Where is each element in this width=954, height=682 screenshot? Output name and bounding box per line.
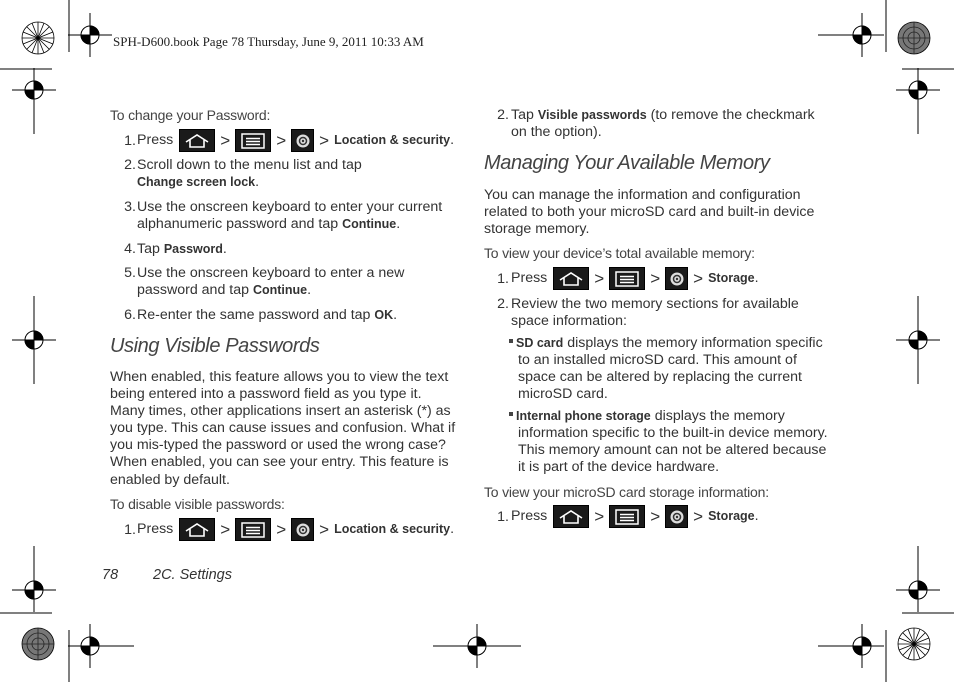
period: . bbox=[307, 282, 312, 299]
paragraph-line: you mis-typed the password or used the wrong case? bbox=[110, 437, 446, 454]
bullet-line: to an installed microSD card. This amount of bbox=[518, 352, 797, 369]
arrow-separator: > bbox=[650, 506, 661, 526]
paragraph-line: enabled by default. bbox=[110, 471, 230, 488]
menu-key-icon bbox=[609, 505, 645, 528]
paragraph-visible-passwords bbox=[110, 369, 470, 489]
step-text: Tap bbox=[511, 107, 534, 123]
bullet-marker bbox=[509, 339, 513, 343]
step-text: Scroll down to the menu list and tap bbox=[137, 157, 362, 173]
step-number: 2. bbox=[124, 157, 136, 173]
step-text-rest: (to remove the checkmark bbox=[650, 107, 815, 123]
paragraph-line: related to both your microSD card and built-in device bbox=[484, 204, 815, 221]
step-number: 1. bbox=[497, 509, 509, 525]
step-number: 6. bbox=[124, 307, 136, 323]
paragraph-line: being entered into a password field as you type it. bbox=[110, 386, 422, 403]
arrow-separator: > bbox=[594, 268, 605, 288]
settings-icon bbox=[665, 267, 688, 290]
period: . bbox=[396, 216, 401, 233]
paragraph-line: storage memory. bbox=[484, 221, 590, 238]
bullet-text: displays the memory bbox=[654, 408, 785, 424]
step-4-tap-password bbox=[118, 241, 468, 258]
arrow-separator: > bbox=[276, 130, 287, 150]
step-1-press-storage-sd bbox=[491, 505, 841, 529]
step-text: Re-enter the same password and tap bbox=[137, 307, 371, 323]
settings-icon bbox=[665, 505, 688, 528]
continue-label: Continue bbox=[252, 283, 308, 298]
internal-phone-storage-label: Internal phone storage bbox=[516, 409, 651, 423]
step-text-line1: Use the onscreen keyboard to enter a new bbox=[137, 265, 405, 281]
paragraph-line: When enabled, this feature allows you to view the text bbox=[110, 369, 449, 385]
step-number: 1. bbox=[124, 522, 136, 538]
step-number: 2. bbox=[497, 296, 509, 312]
menu-key-icon bbox=[609, 267, 645, 290]
home-key-icon bbox=[179, 518, 215, 541]
password-label: Password bbox=[163, 242, 223, 256]
ok-label: OK bbox=[374, 308, 394, 322]
bullet-sd-card bbox=[509, 335, 849, 403]
arrow-separator: > bbox=[276, 519, 287, 539]
bullet-line: it is part of the device hardware. bbox=[518, 459, 720, 476]
change-screen-lock-label: Change screen lock bbox=[137, 175, 256, 190]
step-2-review bbox=[491, 296, 841, 330]
arrow-separator: > bbox=[319, 519, 330, 539]
sd-card-label: SD card bbox=[516, 336, 564, 350]
section-name: 2C. Settings bbox=[153, 567, 232, 583]
step-number: 1. bbox=[497, 271, 509, 287]
paragraph-line: When enabled, you can see your entry. This feature is bbox=[110, 454, 449, 471]
step-number: 1. bbox=[124, 133, 136, 149]
bullet-marker bbox=[509, 412, 513, 416]
step-1-press-storage bbox=[491, 267, 841, 291]
bullet-line: information specific to the built-in device memory. bbox=[518, 425, 828, 442]
step-1-press-disable bbox=[118, 518, 468, 542]
bullet-internal-storage bbox=[509, 408, 849, 476]
step-text-line1: Use the onscreen keyboard to enter your current bbox=[137, 199, 443, 215]
step-text: Tap bbox=[137, 241, 160, 257]
press-label: Press bbox=[511, 507, 548, 524]
period: . bbox=[255, 174, 260, 191]
print-header: SPH-D600.book Page 78 Thursday, June 9, 2011 10:33 AM bbox=[113, 34, 424, 49]
period: . bbox=[754, 507, 759, 524]
step-number: 4. bbox=[124, 241, 136, 257]
arrow-separator: > bbox=[220, 130, 231, 150]
home-key-icon bbox=[553, 505, 589, 528]
period: . bbox=[754, 269, 759, 286]
bullet-text: displays the memory information specific bbox=[567, 335, 823, 351]
step-number: 2. bbox=[497, 107, 509, 123]
period: . bbox=[393, 307, 398, 323]
intro-disable-visible: To disable visible passwords: bbox=[110, 496, 285, 512]
menu-key-icon bbox=[235, 518, 271, 541]
bullet-line: This memory amount can not be altered because bbox=[518, 442, 827, 459]
step-5-enter-new bbox=[118, 265, 468, 299]
period: . bbox=[450, 131, 455, 148]
step-text-line2: alphanumeric password and tap bbox=[137, 216, 339, 233]
press-label: Press bbox=[137, 520, 174, 537]
location-security-label: Location & security bbox=[334, 132, 451, 147]
continue-label: Continue bbox=[342, 217, 397, 232]
press-label: Press bbox=[137, 131, 174, 148]
press-label: Press bbox=[511, 269, 548, 286]
intro-total-memory: To view your device’s total available memory: bbox=[484, 245, 755, 261]
period: . bbox=[450, 520, 455, 537]
step-2-scroll bbox=[118, 157, 468, 191]
storage-label: Storage bbox=[708, 270, 755, 285]
arrow-separator: > bbox=[650, 268, 661, 288]
step-3-enter-current bbox=[118, 199, 468, 233]
heading-using-visible-passwords: Using Visible Passwords bbox=[110, 335, 320, 357]
step-number: 3. bbox=[124, 199, 136, 215]
step-text-line2: password and tap bbox=[137, 282, 249, 299]
arrow-separator: > bbox=[220, 519, 231, 539]
menu-key-icon bbox=[235, 129, 271, 152]
paragraph-line: You can manage the information and configuration bbox=[484, 187, 801, 203]
period: . bbox=[222, 241, 227, 257]
intro-change-password: To change your Password: bbox=[110, 107, 271, 123]
arrow-separator: > bbox=[693, 506, 704, 526]
storage-label: Storage bbox=[708, 508, 755, 523]
step-6-reenter bbox=[118, 307, 468, 324]
step-text-line2: space information: bbox=[511, 313, 627, 330]
step-text-line1: Review the two memory sections for available bbox=[511, 296, 799, 312]
intro-sd-storage: To view your microSD card storage information: bbox=[484, 484, 769, 500]
visible-passwords-label: Visible passwords bbox=[537, 108, 647, 122]
home-key-icon bbox=[553, 267, 589, 290]
paragraph-memory bbox=[484, 187, 844, 238]
bullet-line: microSD card. bbox=[518, 386, 608, 403]
arrow-separator: > bbox=[319, 130, 330, 150]
bullet-line: space can be altered by replacing the current bbox=[518, 369, 802, 386]
settings-icon bbox=[291, 518, 314, 541]
settings-icon bbox=[291, 129, 314, 152]
step-text-line2: on the option). bbox=[511, 124, 602, 141]
step-2-tap-visible-passwords bbox=[491, 107, 841, 141]
step-number: 5. bbox=[124, 265, 136, 281]
arrow-separator: > bbox=[594, 506, 605, 526]
arrow-separator: > bbox=[693, 268, 704, 288]
heading-managing-memory: Managing Your Available Memory bbox=[484, 152, 770, 174]
step-1-press bbox=[118, 129, 468, 153]
paragraph-line: Many times, other applications insert an asterisk (*) as bbox=[110, 403, 451, 420]
location-security-label: Location & security bbox=[334, 521, 451, 536]
page-number: 78 bbox=[102, 567, 119, 583]
home-key-icon bbox=[179, 129, 215, 152]
paragraph-line: you type. This can cause issues and confusion. What if bbox=[110, 420, 456, 437]
